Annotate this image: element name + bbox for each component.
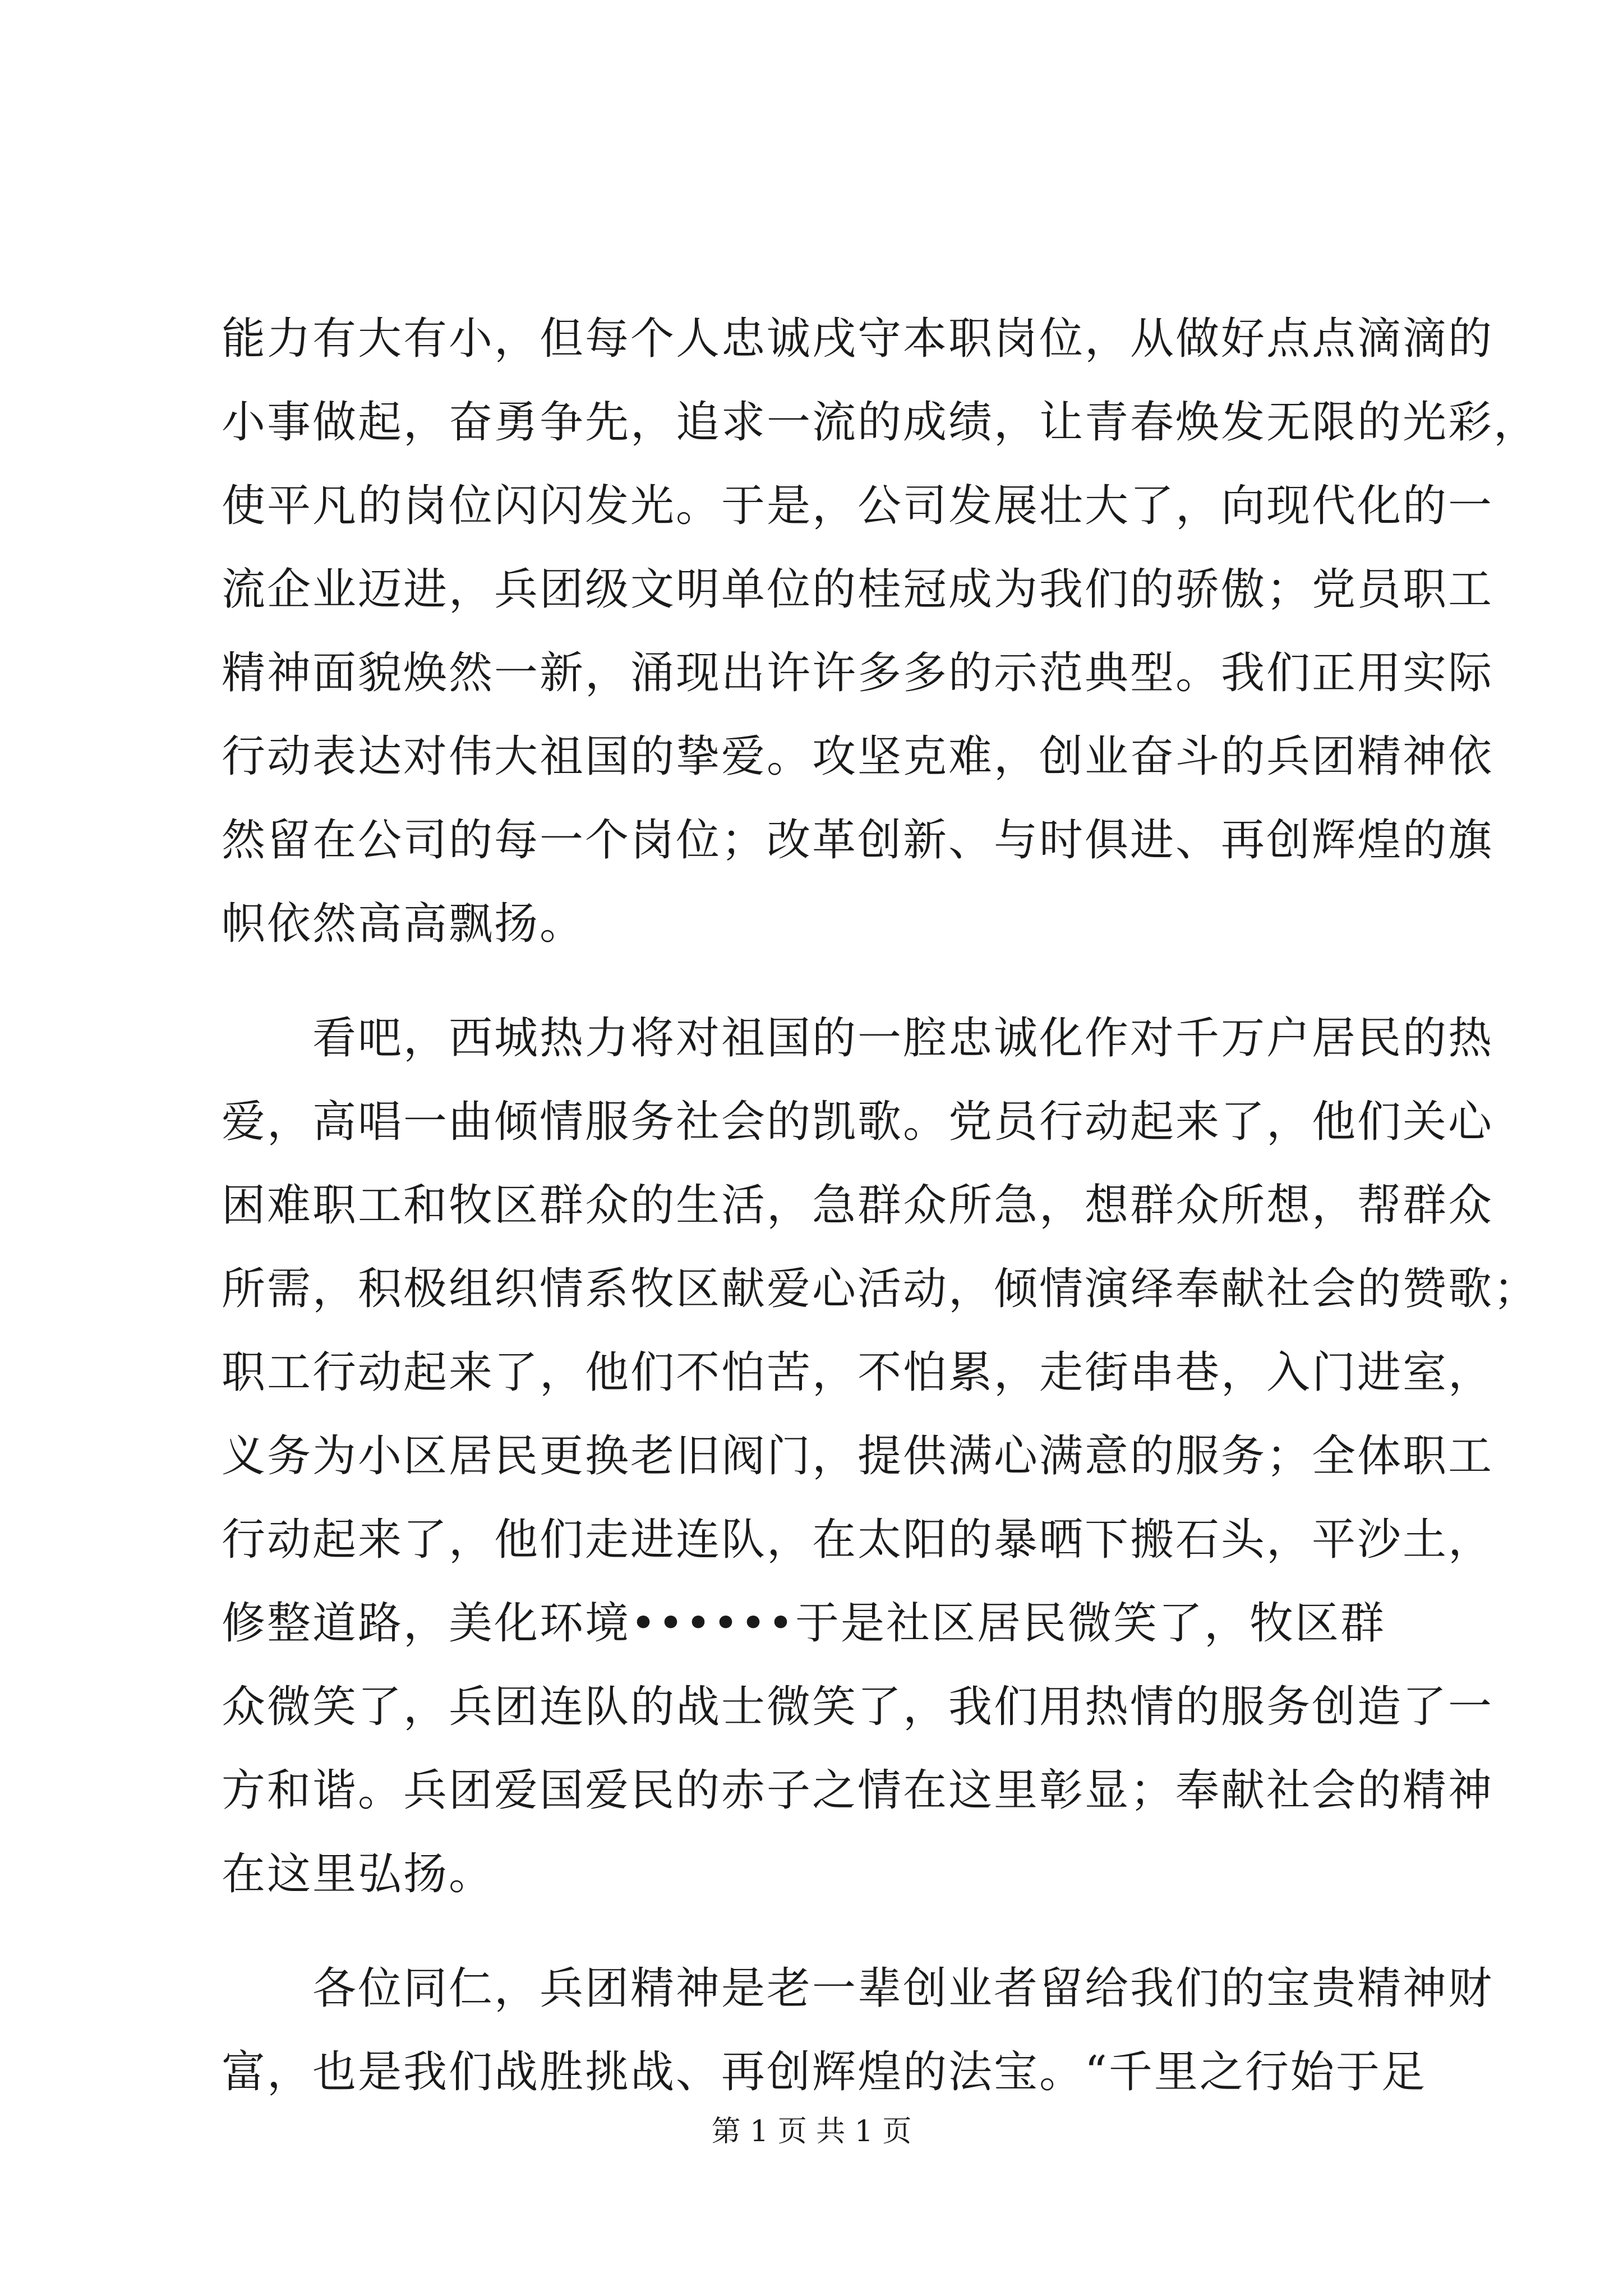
page-footer: 第 1 页 共 1 页	[711, 2115, 912, 2148]
text-line: 流企业迈进，兵团级文明单位的桂冠成为我们的骄傲；党员职工	[222, 564, 1494, 615]
text-line: 富，也是我们战胜挑战、再创辉煌的法宝。“千里之行始于足	[222, 2047, 1427, 2097]
text-line: 看吧，西城热力将对祖国的一腔忠诚化作对千万户居民的热	[222, 1013, 1494, 1064]
text-line: 能力有大有小，但每个人忠诚戌守本职岗位，从做好点点滴滴的	[222, 314, 1494, 364]
text-line: 帜依然高高飘扬。	[222, 899, 585, 949]
text-line: 行动表达对伟大祖国的挚爱。攻坚克难，创业奋斗的兵团精神依	[222, 731, 1494, 782]
text-line: 使平凡的岗位闪闪发光。于是，公司发展壮大了，向现代化的一	[222, 481, 1494, 531]
text-line: 行动起来了，他们走进连队，在太阳的暴晒下搬石头，平沙土，	[222, 1515, 1494, 1565]
text-line: 然留在公司的每一个岗位；改革创新、与时俱进、再创辉煌的旗	[222, 815, 1494, 866]
paragraph-2	[222, 997, 1539, 1916]
text-line: 修整道路，美化环境••••••于是社区居民微笑了，牧区群	[222, 1598, 1386, 1649]
text-line: 在这里弘扬。	[222, 1849, 495, 1899]
text-line: 小事做起，奋勇争先，追求一流的成绩，让青春焕发无限的光彩，	[222, 397, 1539, 448]
text-line: 精神面貌焕然一新，涌现出许许多多的示范典型。我们正用实际	[222, 648, 1494, 698]
text-line: 职工行动起来了，他们不怕苦，不怕累，走街串巷，入门进室，	[222, 1347, 1494, 1398]
text-line: 爱，高唱一曲倾情服务社会的凯歌。党员行动起来了，他们关心	[222, 1097, 1494, 1147]
text-line: 困难职工和牧区群众的生活，急群众所急，想群众所想，帮群众	[222, 1180, 1494, 1231]
document-body	[222, 297, 1539, 2114]
paragraph-3	[222, 1947, 1494, 2114]
paragraph-spacing	[222, 966, 1427, 997]
text-line: 各位同仁，兵团精神是老一辈创业者留给我们的宝贵精神财	[222, 1963, 1494, 2014]
text-line: 方和谐。兵团爱国爱民的赤子之情在这里彰显；奉献社会的精神	[222, 1765, 1494, 1816]
text-line: 所需，积极组织情系牧区献爱心活动，倾情演绎奉献社会的赞歌；	[222, 1264, 1539, 1314]
text-line: 众微笑了，兵团连队的战士微笑了，我们用热情的服务创造了一	[222, 1682, 1494, 1732]
paragraph-1	[222, 297, 1539, 966]
paragraph-spacing	[222, 1916, 1427, 1947]
text-line: 义务为小区居民更换老旧阀门，提供满心满意的服务；全体职工	[222, 1431, 1494, 1481]
